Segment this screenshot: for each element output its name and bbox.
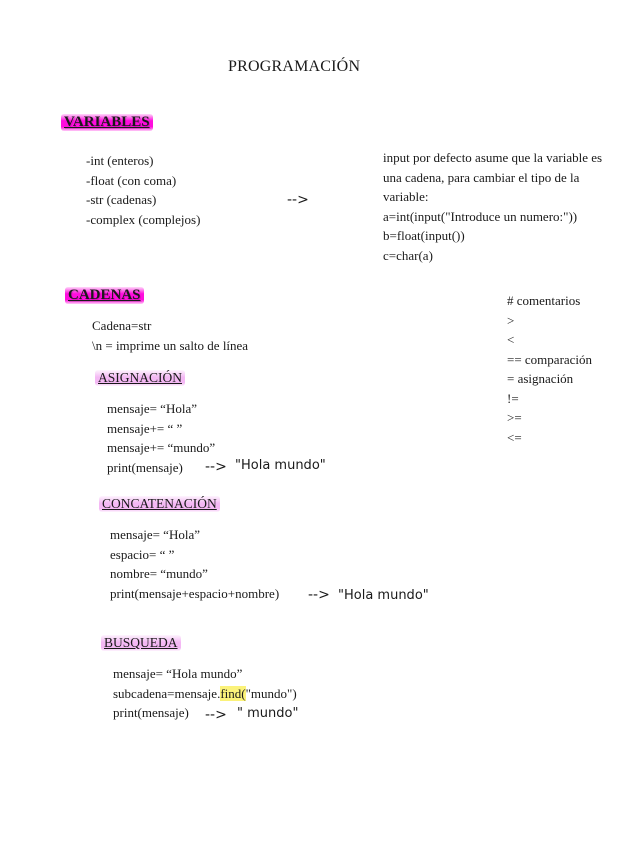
- operator-item: >=: [507, 410, 522, 425]
- concatenacion-result: "Hola mundo": [338, 588, 429, 603]
- code-line: mensaje+= “ ”: [107, 420, 183, 436]
- code-line: print(mensaje): [113, 705, 189, 720]
- variables-arrow: -->: [287, 192, 309, 208]
- operators-list: [507, 291, 592, 447]
- operator-item: >: [507, 312, 515, 328]
- code-suffix: "mundo"): [245, 685, 297, 701]
- page-title: PROGRAMACIÓN: [228, 58, 361, 75]
- cadenas-heading: CADENAS: [65, 287, 144, 304]
- asignacion-arrow: -->: [205, 459, 227, 475]
- code-prefix: subcadena=mensaje.: [113, 685, 221, 701]
- code-line: mensaje+= “mundo”: [107, 440, 216, 455]
- busqueda-heading: BUSQUEDA: [101, 635, 181, 651]
- variable-type-int: -int (enteros): [86, 153, 154, 168]
- operator-item: == comparación: [507, 351, 593, 367]
- input-note-line: input por defecto asume que la variable es: [383, 150, 603, 165]
- code-line: print(mensaje+espacio+nombre): [110, 585, 280, 601]
- variable-type-complex: -complex (complejos): [86, 211, 201, 227]
- variable-type-float: -float (con coma): [86, 172, 177, 188]
- code-line: mensaje= “Hola mundo”: [113, 666, 243, 681]
- code-line: mensaje= “Hola”: [107, 401, 197, 416]
- operator-item: # comentarios: [507, 293, 581, 308]
- asignacion-heading: ASIGNACIÓN: [95, 370, 185, 386]
- cadenas-notes: [92, 316, 248, 355]
- code-line: espacio= “ ”: [110, 546, 175, 562]
- asignacion-result: "Hola mundo": [235, 458, 326, 473]
- operator-item: !=: [507, 390, 519, 406]
- concatenacion-code: [110, 525, 279, 603]
- cadenas-note-line: \n = imprime un salto de línea: [92, 337, 249, 353]
- code-line: print(mensaje): [107, 459, 183, 475]
- busqueda-arrow: -->: [205, 707, 227, 723]
- operator-item: <: [507, 332, 515, 347]
- operator-item: <=: [507, 429, 522, 445]
- find-highlight: find(: [220, 685, 246, 701]
- input-note: [383, 148, 602, 265]
- concatenacion-heading: CONCATENACIÓN: [99, 496, 220, 512]
- cadenas-note-line: Cadena=str: [92, 318, 152, 333]
- code-line: nombre= “mundo”: [110, 566, 208, 581]
- variable-types-list: [86, 151, 200, 229]
- code-line: mensaje= “Hola”: [110, 527, 200, 542]
- busqueda-result: " mundo": [237, 706, 299, 721]
- code-line: [113, 684, 297, 704]
- concatenacion-arrow: -->: [308, 587, 330, 603]
- operator-item: = asignación: [507, 371, 574, 386]
- input-note-code: a=int(input("Introduce un numero:")): [383, 208, 578, 224]
- variable-type-str: -str (cadenas): [86, 192, 157, 207]
- variables-heading: VARIABLES: [61, 114, 153, 131]
- asignacion-code: [107, 399, 215, 477]
- input-note-line: una cadena, para cambiar el tipo de la: [383, 169, 580, 185]
- input-note-line: variable:: [383, 189, 429, 204]
- input-note-code: c=char(a): [383, 247, 433, 263]
- input-note-code: b=float(input()): [383, 228, 465, 243]
